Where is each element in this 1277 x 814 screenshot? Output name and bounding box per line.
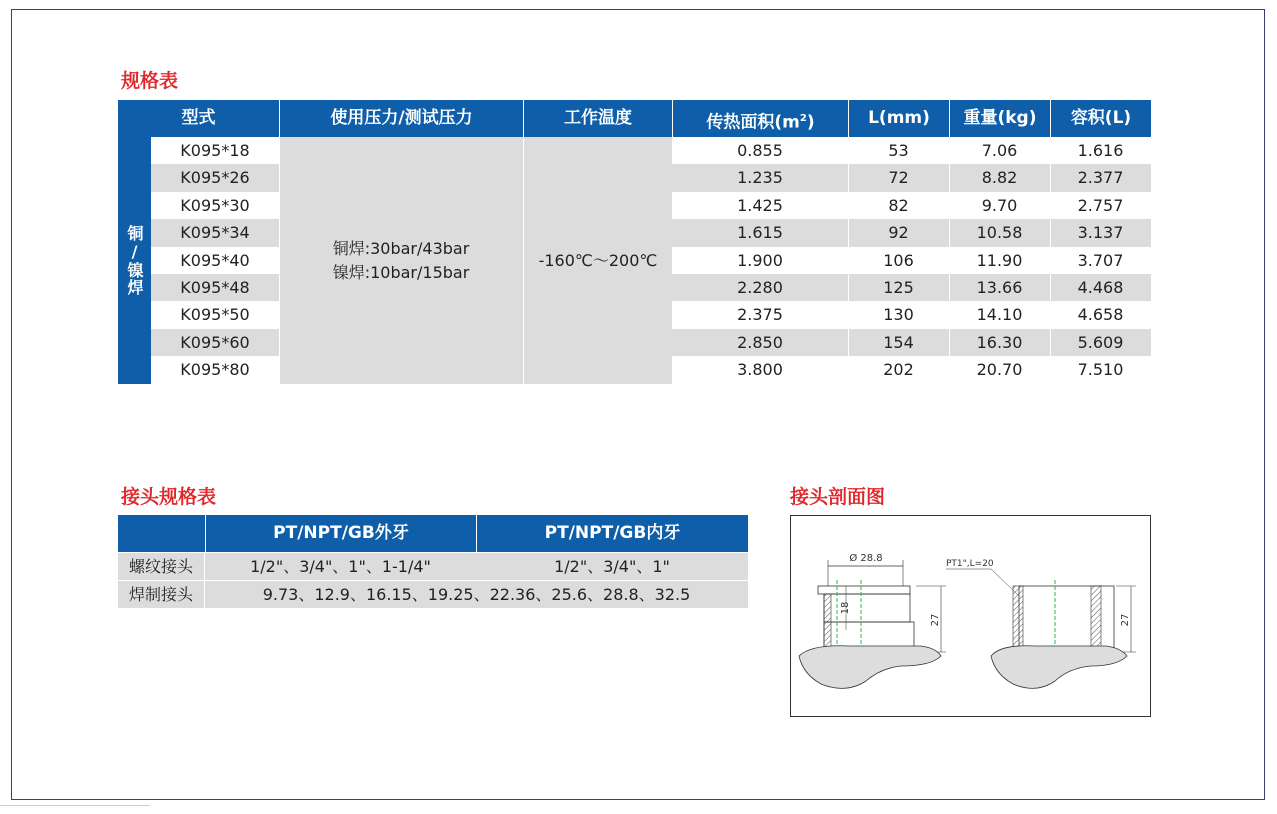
header-pressure: 使用压力/测试压力 bbox=[279, 100, 523, 137]
column-divider bbox=[1050, 137, 1051, 384]
pressure-cell bbox=[279, 137, 523, 384]
thread-fitting-drawing bbox=[946, 559, 1136, 688]
cross-section-drawing bbox=[791, 516, 1150, 716]
spec-table-header bbox=[118, 100, 1151, 137]
cell-area: 1.235 bbox=[737, 168, 783, 188]
cell-weight: 13.66 bbox=[976, 277, 1023, 297]
column-divider bbox=[279, 137, 280, 384]
cell-length: 202 bbox=[883, 360, 914, 380]
spec-table-title: 规格表 bbox=[121, 70, 179, 92]
cell-weight: 16.30 bbox=[976, 332, 1023, 352]
cell-model: K095*40 bbox=[180, 250, 250, 270]
cell-model: K095*26 bbox=[180, 168, 250, 188]
side-label-brazing: 铜/镍焊 bbox=[118, 137, 151, 384]
pressure-nickel: 镍焊:10bar/15bar bbox=[332, 262, 470, 282]
thread-note-label: PT1",L=20 bbox=[946, 559, 994, 569]
cell-area: 0.855 bbox=[737, 141, 783, 160]
cell-weight: 20.70 bbox=[976, 360, 1023, 380]
cell-length: 92 bbox=[888, 223, 909, 243]
cell-volume: 2.377 bbox=[1077, 168, 1124, 188]
connector-section-diagram bbox=[790, 515, 1151, 717]
thread-connector-label: 螺纹接头 bbox=[118, 553, 205, 580]
header-weight: 重量(kg) bbox=[949, 100, 1050, 137]
cell-volume: 5.609 bbox=[1077, 332, 1124, 352]
cell-volume: 4.468 bbox=[1077, 277, 1124, 297]
weld-connector-row bbox=[118, 580, 748, 608]
diagram-title: 接头剖面图 bbox=[790, 486, 886, 508]
pressure-brazed: 铜焊:30bar/43bar bbox=[332, 238, 470, 258]
cell-volume: 3.707 bbox=[1077, 250, 1124, 270]
cell-model: K095*30 bbox=[180, 195, 250, 215]
cell-weight: 7.06 bbox=[981, 141, 1018, 160]
cell-length: 82 bbox=[888, 195, 909, 215]
header-model: 型式 bbox=[181, 108, 216, 128]
cell-area: 1.425 bbox=[737, 195, 783, 215]
header-volume: 容积(L) bbox=[1050, 100, 1151, 137]
thread-connector-row bbox=[118, 552, 748, 580]
cell-volume: 4.658 bbox=[1077, 305, 1124, 325]
weld-fitting-drawing bbox=[799, 552, 946, 688]
cell-area: 2.850 bbox=[737, 332, 783, 352]
cell-volume: 7.510 bbox=[1077, 360, 1124, 380]
header-outer-thread: PT/NPT/GB外牙 bbox=[205, 515, 476, 552]
cell-area: 3.800 bbox=[737, 360, 783, 380]
header-temperature: 工作温度 bbox=[523, 100, 672, 137]
header-length: L(mm) bbox=[848, 100, 949, 137]
connector-table-title: 接头规格表 bbox=[121, 486, 217, 508]
cell-area: 2.375 bbox=[737, 305, 783, 325]
temperature-cell: -160℃～200℃ bbox=[524, 137, 672, 384]
cell-weight: 9.70 bbox=[981, 195, 1018, 215]
column-divider bbox=[949, 137, 950, 384]
cell-volume: 1.616 bbox=[1077, 141, 1124, 160]
cell-length: 154 bbox=[883, 332, 914, 352]
thread-outer-values: 1/2"、3/4"、1"、1-1/4" bbox=[250, 557, 431, 576]
bottom-divider bbox=[0, 805, 150, 806]
height-18-label: 18 bbox=[840, 601, 851, 615]
height-27-right-label: 27 bbox=[1120, 613, 1131, 627]
cell-volume: 3.137 bbox=[1077, 223, 1124, 243]
cell-weight: 8.82 bbox=[981, 168, 1018, 188]
weld-connector-label: 焊制接头 bbox=[118, 581, 205, 608]
cell-model: K095*50 bbox=[180, 305, 250, 325]
cell-model: K095*18 bbox=[180, 141, 250, 160]
cell-length: 130 bbox=[883, 305, 914, 325]
cell-model: K095*34 bbox=[180, 223, 250, 243]
cell-length: 125 bbox=[883, 277, 914, 297]
cell-length: 106 bbox=[883, 250, 914, 270]
thread-inner-values: 1/2"、3/4"、1" bbox=[554, 557, 670, 576]
diameter-label: Ø 28.8 bbox=[849, 553, 883, 564]
cell-length: 72 bbox=[888, 168, 909, 188]
cell-model: K095*60 bbox=[180, 332, 250, 352]
connector-table-header bbox=[118, 515, 748, 552]
cell-weight: 11.90 bbox=[976, 250, 1023, 270]
column-divider bbox=[523, 137, 524, 384]
cell-weight: 10.58 bbox=[976, 223, 1023, 243]
column-divider bbox=[848, 137, 849, 384]
connector-table bbox=[118, 515, 748, 608]
header-area: 传热面积$(m^2)$ bbox=[672, 100, 848, 137]
cell-area: 1.900 bbox=[737, 250, 783, 270]
header-inner-thread: PT/NPT/GB内牙 bbox=[476, 515, 748, 552]
cell-weight: 14.10 bbox=[976, 305, 1023, 325]
cell-model: K095*48 bbox=[180, 277, 250, 297]
cell-length: 53 bbox=[888, 141, 909, 160]
cell-area: 2.280 bbox=[737, 277, 783, 297]
cell-model: K095*80 bbox=[180, 360, 250, 380]
cell-area: 1.615 bbox=[737, 223, 783, 243]
cell-volume: 2.757 bbox=[1077, 195, 1124, 215]
weld-values: 9.73、12.9、16.15、19.25、22.36、25.6、28.8、32.5 bbox=[262, 585, 691, 604]
height-27-left-label: 27 bbox=[930, 613, 941, 627]
